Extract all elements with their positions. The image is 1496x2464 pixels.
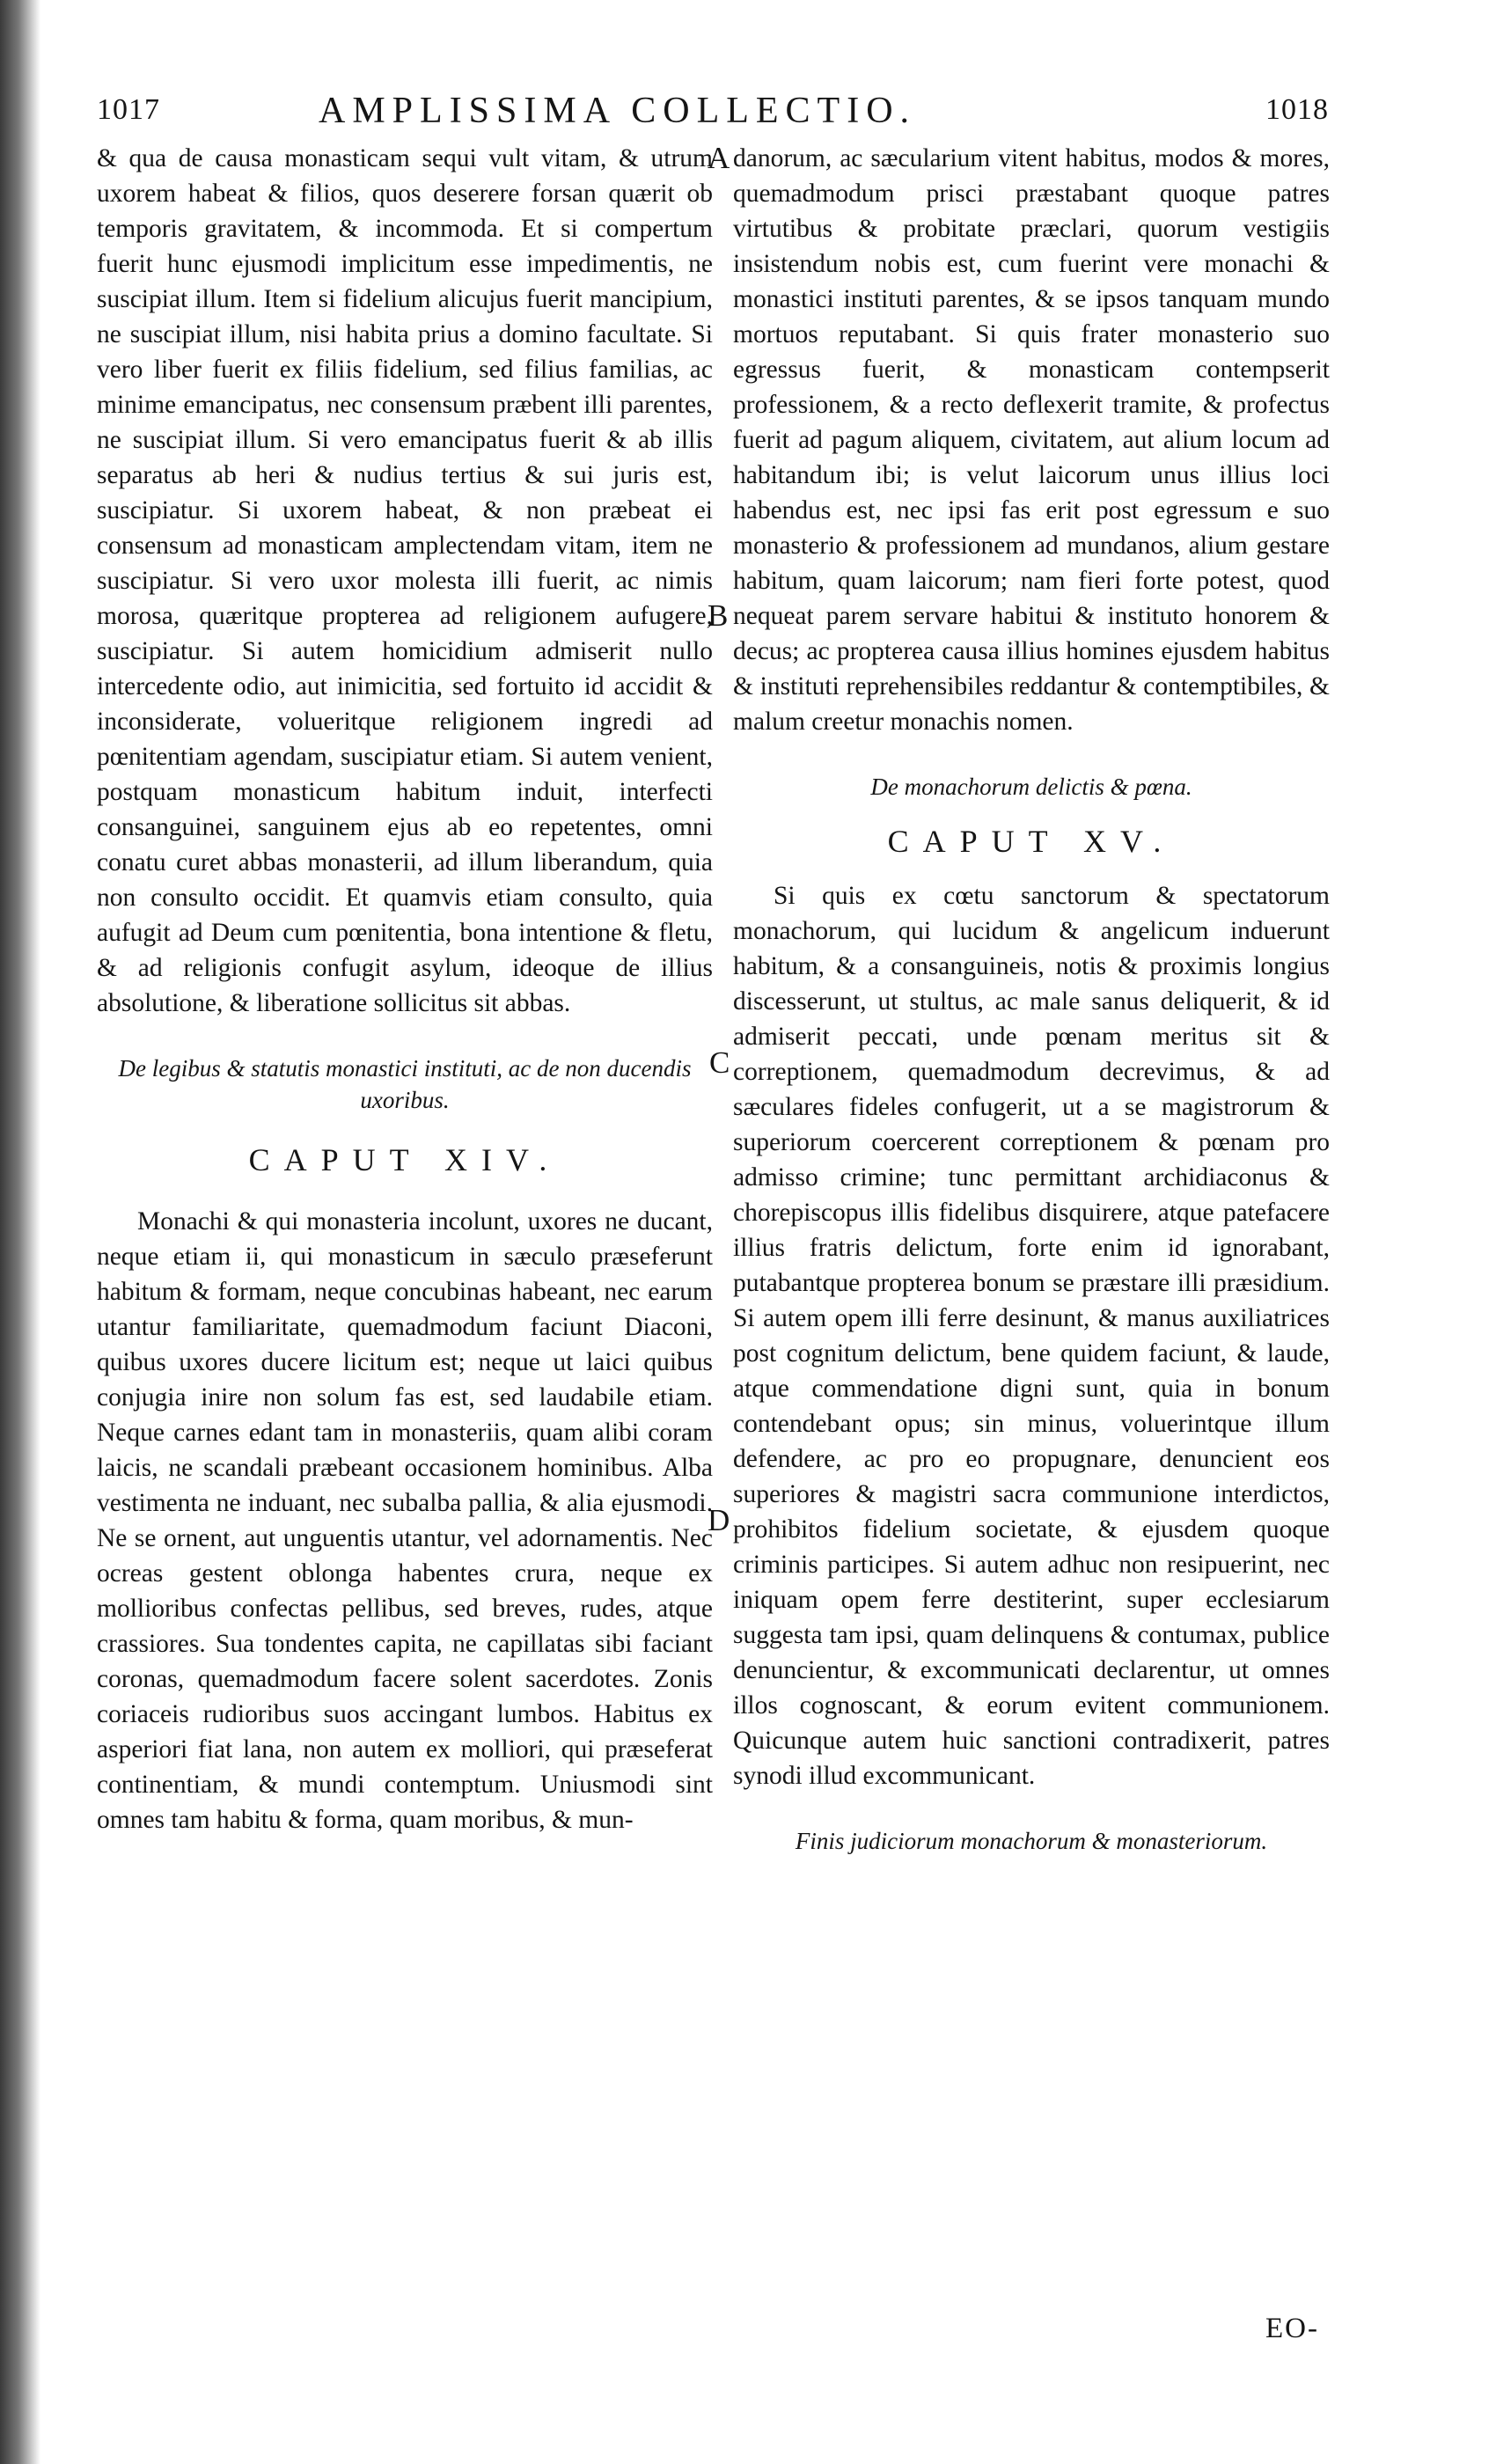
right-column	[733, 141, 1330, 1857]
chapter-15-heading: CAPUT XV.	[887, 824, 1176, 859]
running-title: AMPLISSIMA COLLECTIO.	[319, 91, 917, 131]
margin-marker-b: B	[708, 598, 729, 633]
right-paragraph-2: Si quis ex cœtu sanctorum & spectatorum monachorum, qui lucidum & angelicum induerunt habitum, & a consanguineis, notis & proximis longius discesserunt, ut stultus, ac male sanus deliquerit, & id admiserit peccati, unde pœnam meritus sit & correptionem, quemadmodum decrevimus, & ad sæculares fideles confugerit, ut a se magistrorum & superiorum coercerent correptionem & pœnam pro admisso crimine; tunc permittant archidiaconus & chorepiscopus illis fidelibus disquirere, atque patefacere illius fratris delictum, forte enim id ignorabant, putabantque propterea bonum se præstare illi præsidium. Si autem opem illi ferre desinunt, & manus auxiliatrices post cognitum delictum, bene quidem faciunt, & laude, atque commendatione digni sunt, quia in bonum contendebant opus; sin minus, voluerintque illum defendere, ac pro eo propugnare, denuncient eos superiores & magistri sacra communione interdictos, prohibitos fidelium societate, & ejusdem quoque criminis participes. Si autem adhuc non resipuerint, nec iniquam opem ferre destiterint, super ecclesiarum suggesta tam ipsi, quam delinquens & contumax, publice denuncientur, & excommunicati declarentur, ut omnes illos cognoscant, & eorum evitent communionem. Quicunque autem huic sanctioni contradixerit, patres synodi illud excommunicant.	[733, 882, 1330, 1790]
chapter-15-rubric: De monachorum delictis & pœna.	[870, 774, 1192, 800]
page-number-right: 1018	[1265, 93, 1329, 126]
left-column	[97, 141, 713, 1837]
page-header	[97, 90, 1329, 134]
left-paragraph-2: Monachi & qui monasteria incolunt, uxores ne ducant, neque etiam ii, qui monasticum in sæculo præseferunt habitum & formam, neque concubinas habeant, nec earum utantur familiaritate, quemadmodum faciunt Diaconi, quibus uxores ducere licitum est; neque ut laici quibus conjugia inire non solum fas est, sed laudabile etiam. Neque carnes edant tam in monasteriis, quam alibi coram laicis, ne scandali præbeant occasionem hominibus. Alba vestimenta ne induant, nec subalba pallia, & alia ejusmodi. Ne se ornent, aut unguentis utantur, vel adornamentis. Nec ocreas gestent oblonga habentes crura, neque ex mollioribus confectas pellibus, sed breves, rudes, atque crassiores. Sua tondentes capita, ne capillatas sibi faciant coronas, quemadmodum facere solent sacerdotes. Zonis coriaceis rudioribus suos accingant lumbos. Habitus ex asperiori fiat lana, non autem ex molliori, qui præseferat continentiam, & mundi contemptum. Uniusmodi sint omnes tam habitu & forma, quam moribus, & mun-	[97, 1207, 713, 1834]
right-paragraph-1: danorum, ac sæcularium vitent habitus, modos & mores, quemadmodum prisci præstabant quoque patres virtutibus & probitate præclari, quorum vestigiis insistendum nobis est, cum fuerint vere monachi & monastici instituti parentes, & se ipsos tanquam mundo mortuos reputabant. Si quis frater monasterio suo egressus fuerit, & monasticam contempserit professionem, & a recto deflexerit tramite, & profectus fuerit ad pagum aliquem, civitatem, aut alium locum ad habitandum ibi; is velut laicorum unus illius loci habendus est, nec ipsi fas erit post egressum e suo monasterio & professionem ad mundanos, alium gestare habitum, quam laicorum; nam fieri forte potest, quod nequeat parem servare habitui & instituto honorem & decus; ac propterea causa illius homines ejusdem habitus & instituti reprehensibiles reddantur & contemptibiles, & malum creetur monachis nomen.	[733, 144, 1330, 736]
margin-marker-a: A	[708, 141, 730, 175]
margin-marker-d: D	[708, 1503, 730, 1537]
chapter-14-rubric: De legibus & statutis monastici instituti, ac de non ducendis uxoribus.	[118, 1055, 692, 1113]
page-binding-shadow	[0, 0, 40, 2464]
page-number-left: 1017	[97, 93, 160, 126]
closing-rubric: Finis judiciorum monachorum & monasteriorum.	[795, 1828, 1268, 1854]
chapter-14-heading: CAPUT XIV.	[248, 1142, 561, 1177]
margin-marker-c: C	[709, 1045, 730, 1080]
left-paragraph-1: & qua de causa monasticam sequi vult vitam, & utrum uxorem habeat & filios, quos deserere forsan quærit ob temporis gravitatem, & incommoda. Et si compertum fuerit hunc ejusmodi implicitum esse impedimentis, ne suscipiat illum. Item si fidelium alicujus fuerit mancipium, ne suscipiat illum, nisi habita prius a domino facultate. Si vero liber fuerit ex filiis fidelium, sed filius familias, ac minime emancipatus, nec consensum præbent illi parentes, ne suscipiat illum. Si vero emancipatus fuerit & ab illis separatus ab heri & nudius tertius & sui juris est, suscipiatur. Si uxorem habeat, & non præbeat ei consensum ad monasticam amplectendam vitam, item ne suscipiatur. Si vero uxor molesta illi fuerit, ac nimis morosa, quæritque propterea ad religionem aufugere, suscipiatur. Si autem homicidium admiserit nullo intercedente odio, aut inimicitia, sed fortuito id accidit & inconsiderate, volueritque religionem ingredi ad pœnitentiam agendam, suscipiatur etiam. Si autem venient, postquam monasticum habitum induit, interfecti consanguinei, sanguinem ejus ab eo repetentes, omni conatu curet abbas monasterii, ad illum liberandum, quia non consulto occidit. Et quamvis etiam consulto, quia aufugit ad Deum cum pœnitentia, bona intentione & fletu, & ad religionis confugit asylum, ideoque de illius absolutione, & liberatione sollicitus sit abbas.	[97, 144, 713, 1017]
catchword: EO-	[1265, 2313, 1319, 2344]
